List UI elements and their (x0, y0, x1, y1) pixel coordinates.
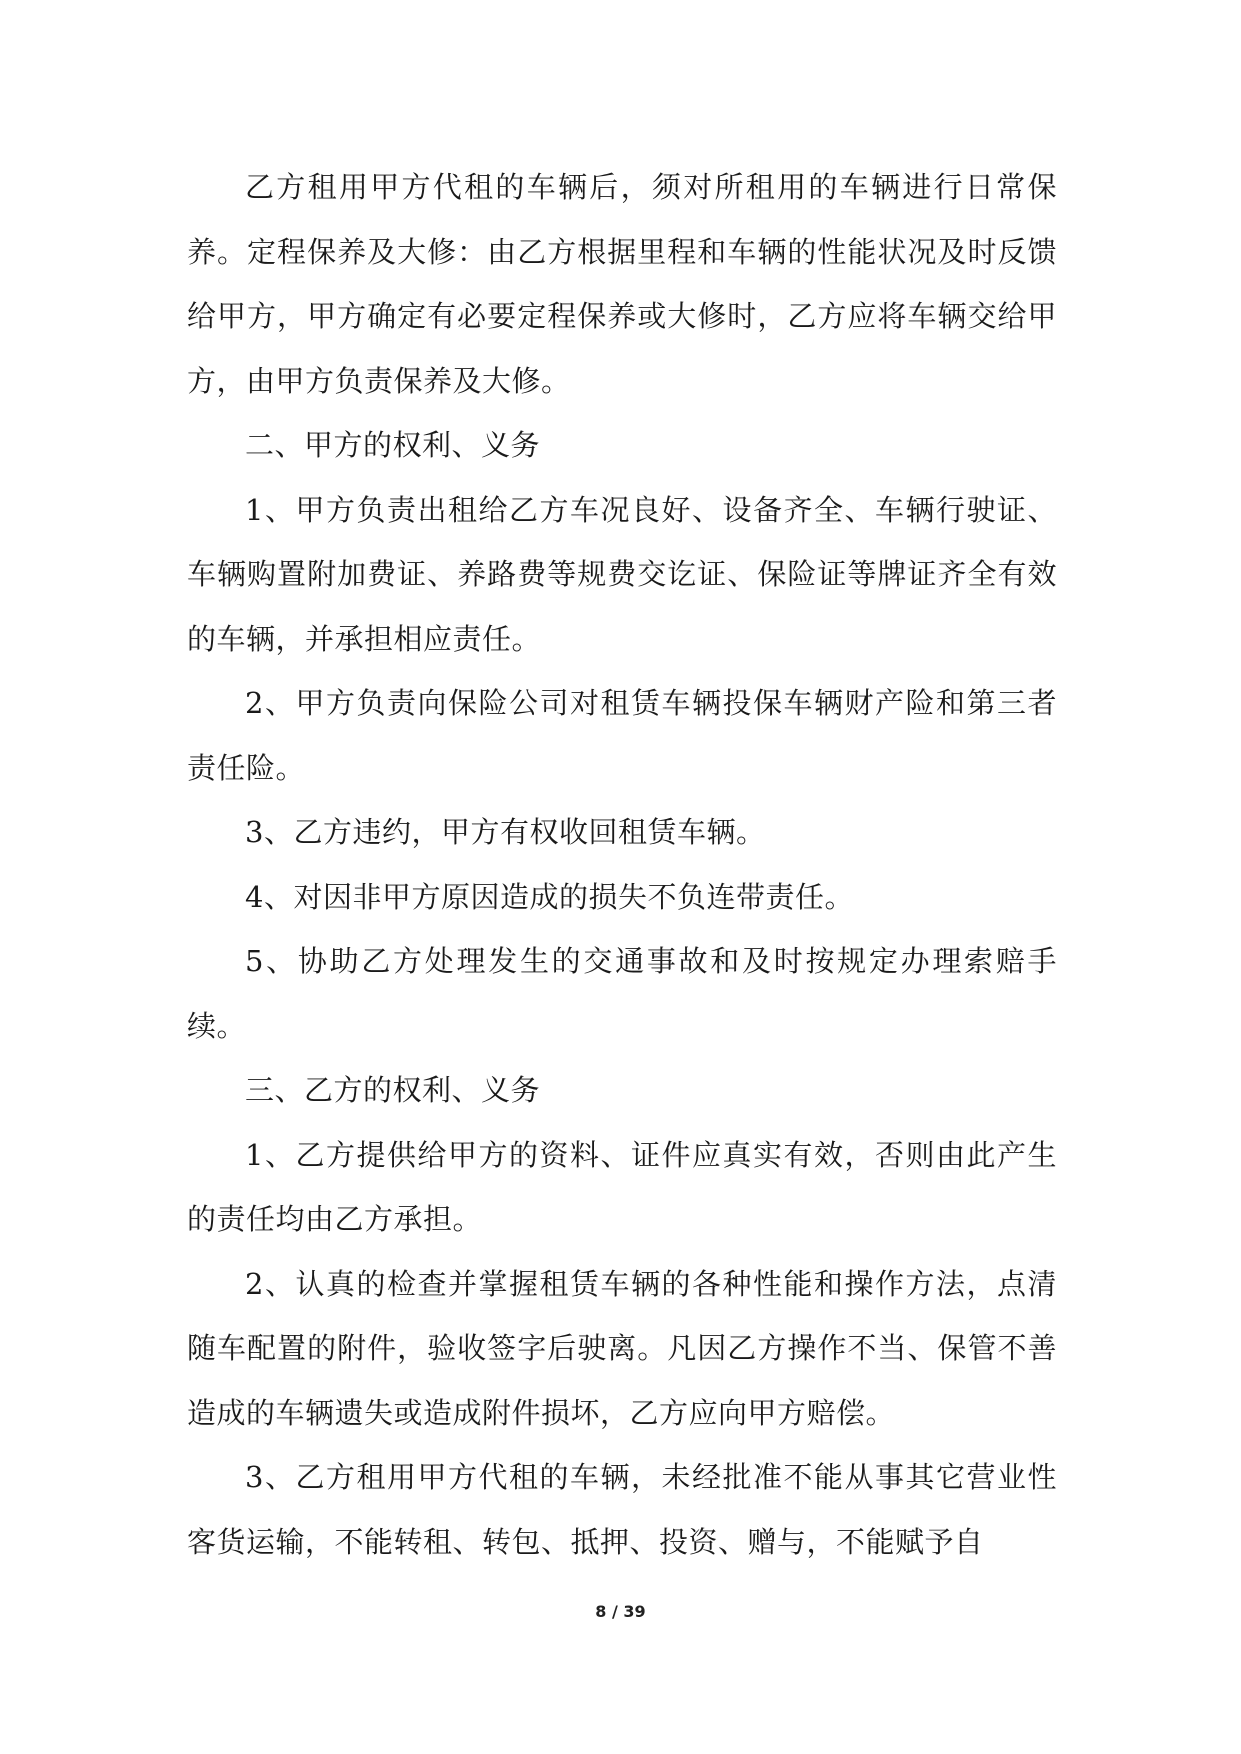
clause-b-3: 3、乙方租用甲方代租的车辆，未经批准不能从事其它营业性客货运输，不能转租、转包、抵押、投资、赠与，不能赋予自 (187, 1460, 1057, 1559)
document-body (187, 155, 1057, 1574)
clause-b-2: 2、认真的检查并掌握租赁车辆的各种性能和操作方法，点清随车配置的附件，验收签字后驶离。凡因乙方操作不当、保管不善造成的车辆遗失或造成附件损坏，乙方应向甲方赔偿。 (187, 1266, 1057, 1430)
section-heading-party-a: 二、甲方的权利、义务 (245, 428, 541, 462)
paragraph-maintenance: 乙方租用甲方代租的车辆后，须对所租用的车辆进行日常保养。定程保养及大修：由乙方根据里程和车辆的性能状况及时反馈给甲方，甲方确定有必要定程保养或大修时，乙方应将车辆交给甲方，由甲方负责保养及大修。 (187, 170, 1057, 398)
clause-a-3: 3、乙方违约，甲方有权收回租赁车辆。 (245, 815, 766, 849)
clause-a-5: 5、协助乙方处理发生的交通事故和及时按规定办理索赔手续。 (187, 944, 1057, 1043)
clause-a-2: 2、甲方负责向保险公司对租赁车辆投保车辆财产险和第三者责任险。 (187, 686, 1057, 785)
clause-a-1: 1、甲方负责出租给乙方车况良好、设备齐全、车辆行驶证、车辆购置附加费证、养路费等规费交讫证、保险证等牌证齐全有效的车辆，并承担相应责任。 (187, 492, 1057, 656)
section-heading-party-b: 三、乙方的权利、义务 (245, 1073, 541, 1107)
clause-b-1: 1、乙方提供给甲方的资料、证件应真实有效，否则由此产生的责任均由乙方承担。 (187, 1137, 1057, 1236)
page-number: 8 / 39 (595, 1602, 646, 1621)
clause-a-4: 4、对因非甲方原因造成的损失不负连带责任。 (245, 879, 854, 914)
